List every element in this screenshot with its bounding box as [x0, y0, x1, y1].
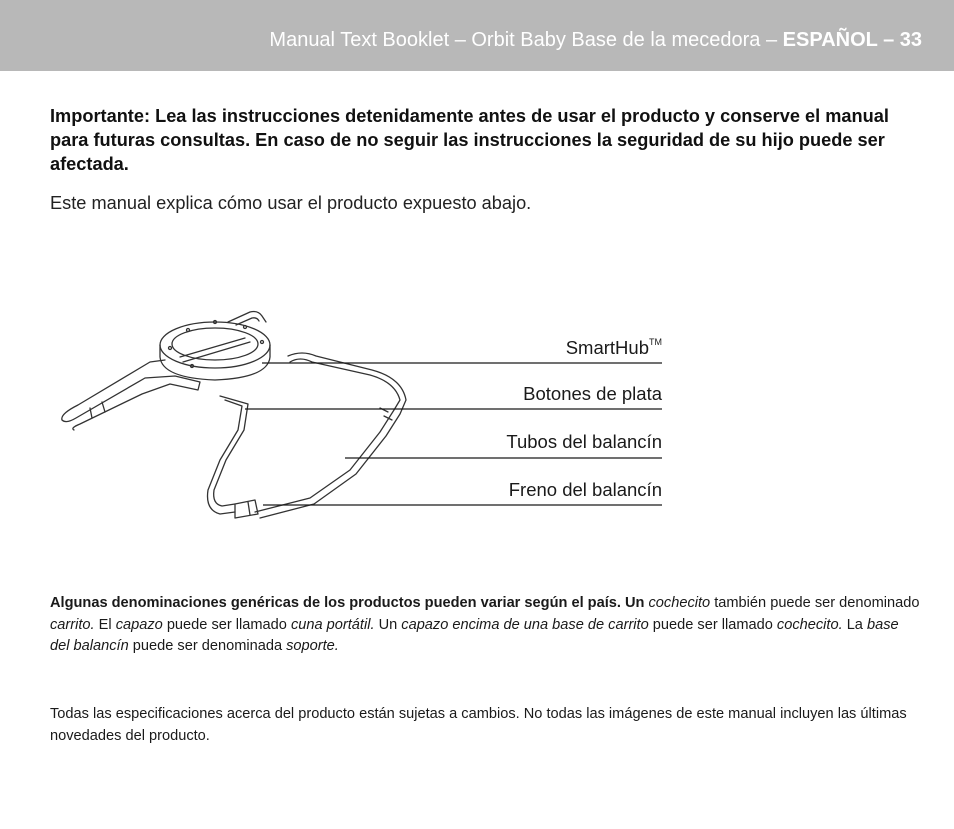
product-diagram [50, 300, 670, 530]
label-smarthub: SmartHub™ [565, 337, 662, 358]
header-booklet-title: Manual Text Booklet – Orbit Baby Base de la mecedora – [269, 29, 783, 51]
header-section-page: ESPAÑOL – 33 [782, 29, 922, 51]
smarthub-ring-outer [160, 322, 270, 368]
left-arm [62, 360, 200, 430]
rocker-brake [235, 500, 258, 518]
header-title [269, 29, 922, 52]
specifications-note: Todas las especificaciones acerca del producto están sujetas a cambios. No todas las imágenes de este manual incluyen las últimas novedades del producto. [50, 706, 907, 744]
rocker-tube-front [208, 400, 243, 514]
manual-explains-text: Este manual explica cómo usar el producto expuesto abajo. [50, 193, 532, 213]
smarthub-center-bar [180, 338, 250, 362]
product-names-note: Algunas denominaciones genéricas de los productos pueden variar según el país. Un cochecito también puede ser denominado carrito. El capazo puede ser llamado cuna portátil. Un capazo encima de una base de carrito puede ser llamado cochecito. La base del balancín puede ser denominada soporte. [50, 595, 920, 654]
label-rocker-tubes: Tubos del balancín [506, 431, 662, 452]
page-header [0, 0, 954, 71]
label-silver-buttons: Botones de plata [523, 383, 662, 404]
important-warning: Importante: Lea las instrucciones detenidamente antes de usar el producto y conserve el manual para futuras consultas. En caso de no seguir las instrucciones la seguridad de su hijo puede ser afectada. [50, 106, 889, 174]
label-rocker-brake: Freno del balancín [508, 479, 662, 500]
rocker-tube-back [255, 359, 400, 512]
smarthub-ring-rim [160, 345, 270, 380]
